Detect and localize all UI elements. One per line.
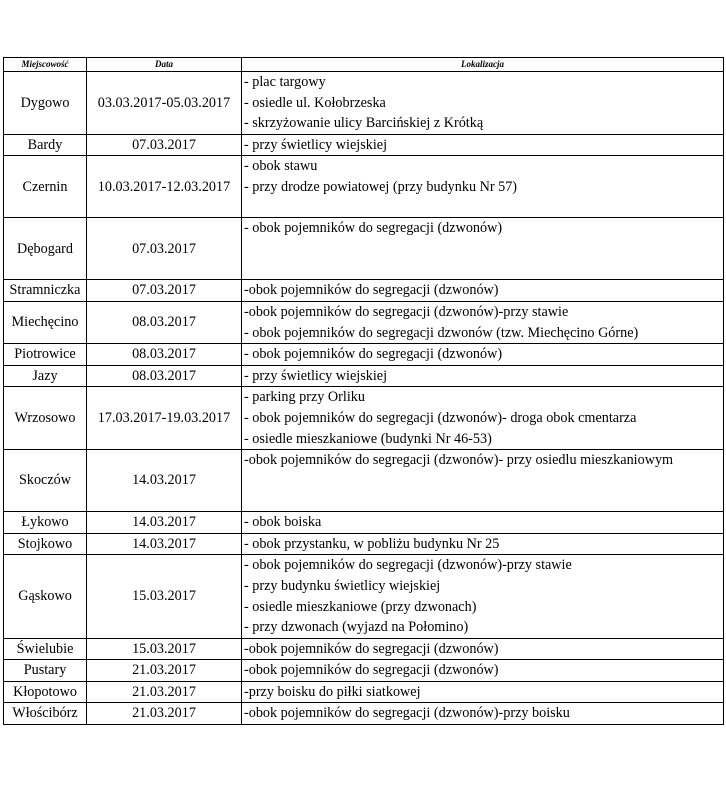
table-row [4,218,724,280]
location-line: - obok pojemników do segregacji (dzwonów)-przy stawie [244,557,572,574]
cell-location [242,660,724,682]
table-row [4,450,724,512]
cell-town: Świelubie [4,638,87,660]
table-row [4,301,724,343]
cell-date: 14.03.2017 [87,533,242,555]
table-row [4,660,724,682]
cell-town: Gąskowo [4,555,87,638]
table-row [4,344,724,366]
table-body [4,72,724,725]
location-line: - osiedle mieszkaniowe (przy dzwonach) [244,598,477,615]
cell-location [242,533,724,555]
cell-town: Miechęcino [4,301,87,343]
cell-date: 08.03.2017 [87,365,242,387]
cell-location [242,555,724,638]
cell-date: 15.03.2017 [87,638,242,660]
cell-town: Czernin [4,156,87,218]
cell-location [242,344,724,366]
location-line: -obok pojemników do segregacji (dzwonów) [244,662,499,679]
cell-town: Dygowo [4,72,87,135]
location-line: - skrzyżowanie ulicy Barcińskiej z Krótką [244,115,484,132]
cell-date: 14.03.2017 [87,512,242,534]
cell-location [242,512,724,534]
location-line: - obok pojemników do segregacji (dzwonów)- droga obok cmentarza [244,409,637,426]
location-line: - obok przystanku, w pobliżu budynku Nr 25 [244,535,500,552]
header-location: Lokalizacja [242,58,724,72]
location-line: -przy boisku do piłki siatkowej [244,683,421,700]
cell-date: 03.03.2017-05.03.2017 [87,72,242,135]
cell-location [242,218,724,280]
location-line: - przy dzwonach (wyjazd na Połomino) [244,619,469,636]
location-line: - plac targowy [244,74,326,90]
location-line: - obok pojemników do segregacji (dzwonów) [244,346,503,363]
cell-date: 07.03.2017 [87,218,242,280]
location-line: - obok pojemników do segregacji dzwonów (tzw. Miechęcino Górne) [244,324,639,341]
table-row [4,134,724,156]
cell-location [242,638,724,660]
table-header-row [4,58,724,72]
location-line: - obok pojemników do segregacji (dzwonów) [244,220,503,237]
cell-location [242,280,724,302]
location-line: -obok pojemników do segregacji (dzwonów)-przy boisku [244,705,570,722]
cell-town: Dębogard [4,218,87,280]
table-row [4,387,724,450]
cell-date: 15.03.2017 [87,555,242,638]
cell-location [242,72,724,135]
cell-town: Łykowo [4,512,87,534]
cell-location [242,703,724,725]
location-line: - obok stawu [244,158,318,175]
cell-town: Stramniczka [4,280,87,302]
table-row [4,703,724,725]
location-line: - osiedle ul. Kołobrzeska [244,94,386,111]
cell-town: Wrzosowo [4,387,87,450]
table-row [4,72,724,135]
location-line: - przy świetlicy wiejskiej [244,367,388,384]
table-row [4,156,724,218]
location-line: -obok pojemników do segregacji (dzwonów) [244,282,499,299]
cell-date: 07.03.2017 [87,134,242,156]
cell-location [242,301,724,343]
table-row [4,638,724,660]
cell-town: Bardy [4,134,87,156]
cell-date: 21.03.2017 [87,681,242,703]
location-line: -obok pojemników do segregacji (dzwonów) [244,640,499,657]
cell-location [242,134,724,156]
cell-location [242,156,724,218]
header-date: Data [87,58,242,72]
location-line: - osiedle mieszkaniowe (budynki Nr 46-53) [244,430,492,447]
location-line: -obok pojemników do segregacji (dzwonów)-przy stawie [244,303,569,320]
cell-date: 07.03.2017 [87,280,242,302]
cell-location [242,450,724,512]
cell-location [242,365,724,387]
schedule-table [3,57,724,725]
cell-town: Stojkowo [4,533,87,555]
table-row [4,533,724,555]
cell-date: 17.03.2017-19.03.2017 [87,387,242,450]
cell-location [242,387,724,450]
table-row [4,365,724,387]
cell-location [242,681,724,703]
cell-date: 21.03.2017 [87,703,242,725]
cell-date: 21.03.2017 [87,660,242,682]
cell-town: Piotrowice [4,344,87,366]
location-line: -obok pojemników do segregacji (dzwonów)- przy osiedlu mieszkaniowym [244,452,674,469]
cell-date: 10.03.2017-12.03.2017 [87,156,242,218]
table-row [4,681,724,703]
cell-date: 08.03.2017 [87,344,242,366]
table-row [4,280,724,302]
cell-town: Pustary [4,660,87,682]
cell-town: Jazy [4,365,87,387]
cell-date: 08.03.2017 [87,301,242,343]
location-line: - przy budynku świetlicy wiejskiej [244,577,441,594]
cell-town: Kłopotowo [4,681,87,703]
location-line: - przy drodze powiatowej (przy budynku Nr 57) [244,178,518,195]
cell-town: Włościbórz [4,703,87,725]
location-line: - obok boiska [244,514,322,531]
table-row [4,555,724,638]
header-town: Miejscowość [4,58,87,72]
cell-town: Skoczów [4,450,87,512]
table-row [4,512,724,534]
location-line: - przy świetlicy wiejskiej [244,136,388,153]
cell-date: 14.03.2017 [87,450,242,512]
location-line: - parking przy Orliku [244,389,365,406]
